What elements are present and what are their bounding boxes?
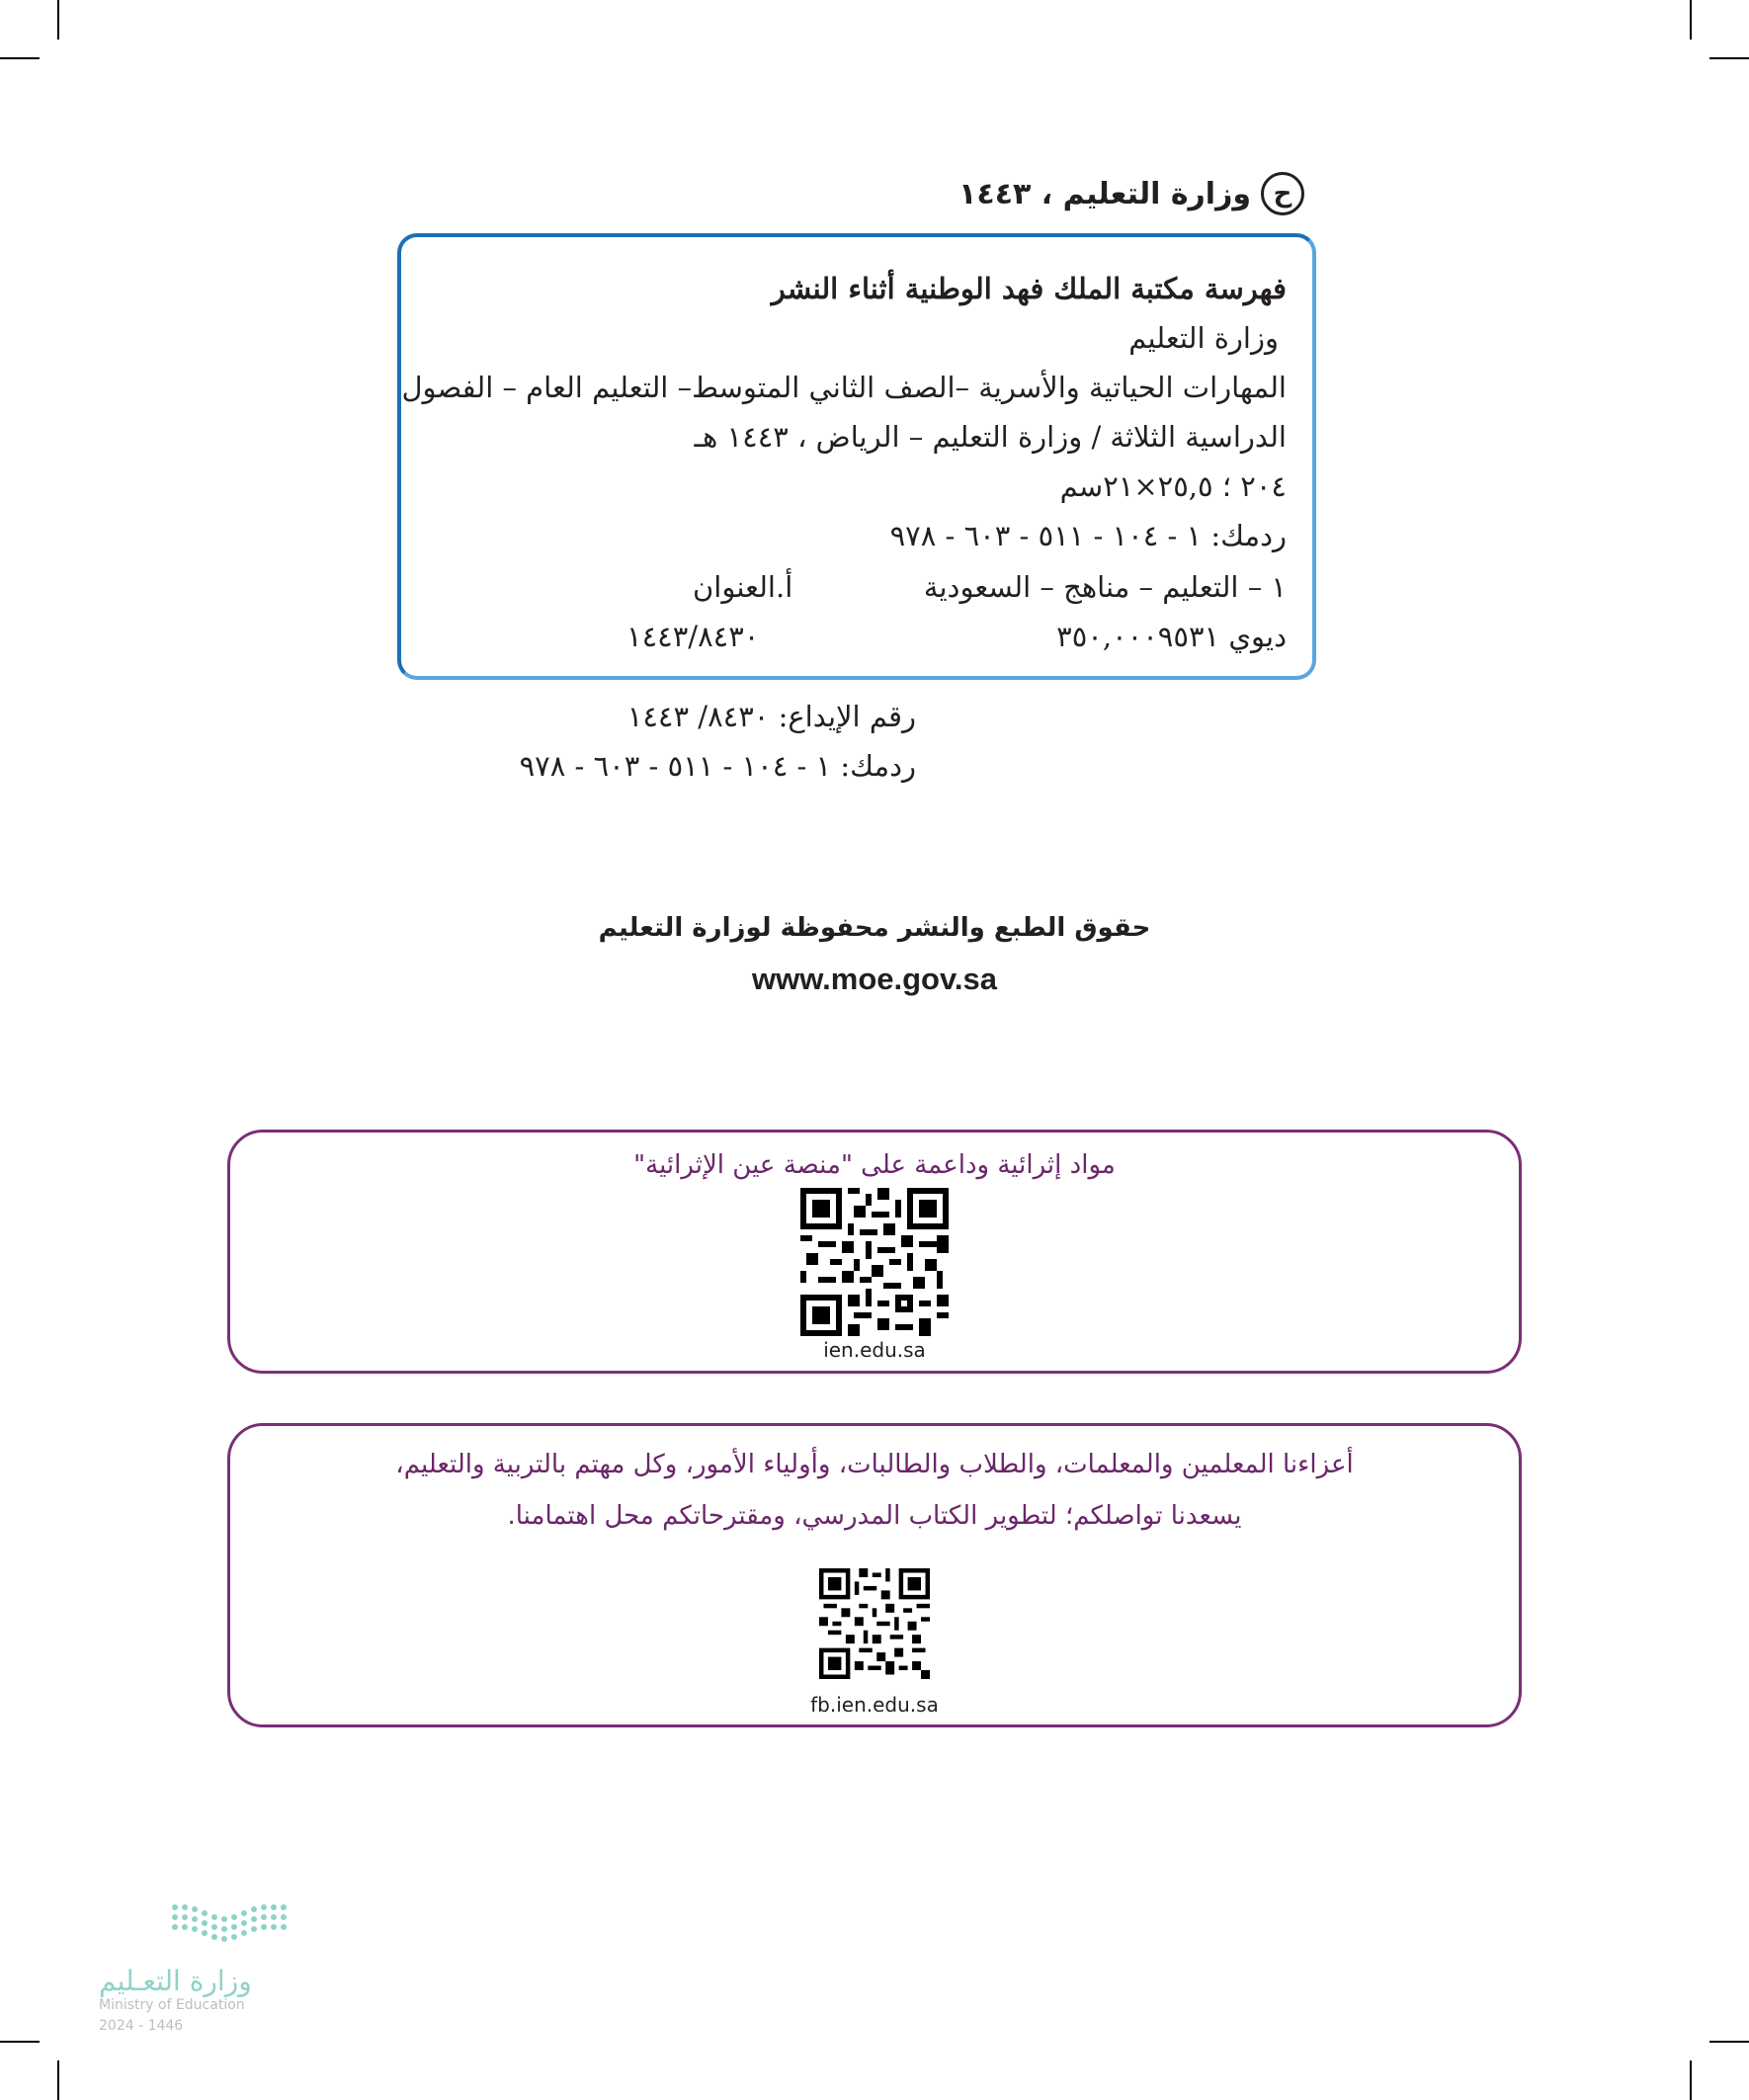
catalog-isbn: ردمك: ١ - ١٠٤ - ٥١١ - ٦٠٣ - ٩٧٨: [889, 519, 1287, 552]
catalog-box: [397, 233, 1316, 680]
crop-mark: [0, 2041, 40, 2043]
catalog-line-3: ٢٠٤ ؛ ٢٥,٥×٢١سم: [1059, 469, 1287, 503]
deposit-number: رقم الإيداع: ٨٤٣٠/ ١٤٤٣: [626, 700, 916, 733]
ministry-name-english: Ministry of Education: [99, 1997, 245, 2013]
ien-platform-box: [227, 1130, 1522, 1374]
crop-mark: [1690, 0, 1692, 40]
deposit-isbn: ردمك: ١ - ١٠٤ - ٥١١ - ٦٠٣ - ٩٧٨: [519, 749, 916, 783]
feedback-line-1: أعزاءنا المعلمين والمعلمات، والطلاب والطالبات، وأولياء الأمور، وكل مهتم بالتربية والتعليم،: [395, 1450, 1354, 1479]
rights-statement: حقوق الطبع والنشر محفوظة لوزارة التعليم: [598, 913, 1151, 943]
ministry-name-arabic: وزارة التعـليم: [99, 1965, 252, 1997]
catalog-subject: ١ – التعليم – مناهج – السعودية: [923, 570, 1287, 604]
catalog-title-entry: أ.العنوان: [693, 570, 793, 604]
ien-url[interactable]: ien.edu.sa: [823, 1338, 926, 1362]
catalog-deposit-short: ١٤٤٣/٨٤٣٠: [626, 620, 760, 653]
ien-heading: مواد إثرائية وداعمة على "منصة عين الإثرائية": [633, 1150, 1116, 1180]
crop-mark: [0, 57, 40, 59]
crop-mark: [1709, 2041, 1749, 2043]
catalog-title: فهرسة مكتبة الملك فهد الوطنية أثناء النشر: [771, 272, 1287, 305]
feedback-box: [227, 1423, 1522, 1727]
feedback-url[interactable]: fb.ien.edu.sa: [810, 1693, 939, 1717]
copyright-text: وزارة التعليم ، ١٤٤٣: [958, 176, 1251, 211]
crop-mark: [57, 0, 59, 40]
feedback-line-2: يسعدنا تواصلكم؛ لتطوير الكتاب المدرسي، ومقترحاتكم محل اهتمامنا.: [507, 1501, 1242, 1531]
ministry-year: 2024 - 1446: [99, 2018, 184, 2034]
crop-mark: [1709, 57, 1749, 59]
catalog-author: وزارة التعليم: [1128, 321, 1279, 355]
copyright-symbol-icon: ح: [1261, 172, 1304, 215]
ien-qr-code-icon[interactable]: [800, 1188, 949, 1336]
catalog-line-1: المهارات الحياتية والأسرية –الصف الثاني المتوسط– التعليم العام – الفصول: [401, 371, 1287, 404]
crop-mark: [57, 2060, 59, 2100]
website-link[interactable]: www.moe.gov.sa: [751, 962, 998, 996]
crop-mark: [1690, 2060, 1692, 2100]
catalog-line-2: الدراسية الثلاثة / وزارة التعليم – الرياض ، ١٤٤٣ هـ: [694, 420, 1287, 454]
catalog-dewey: ديوي ٣٥٠,٠٠٠٩٥٣١: [1056, 620, 1287, 653]
copyright-line: [958, 172, 1304, 215]
feedback-qr-code-icon[interactable]: [819, 1568, 930, 1679]
